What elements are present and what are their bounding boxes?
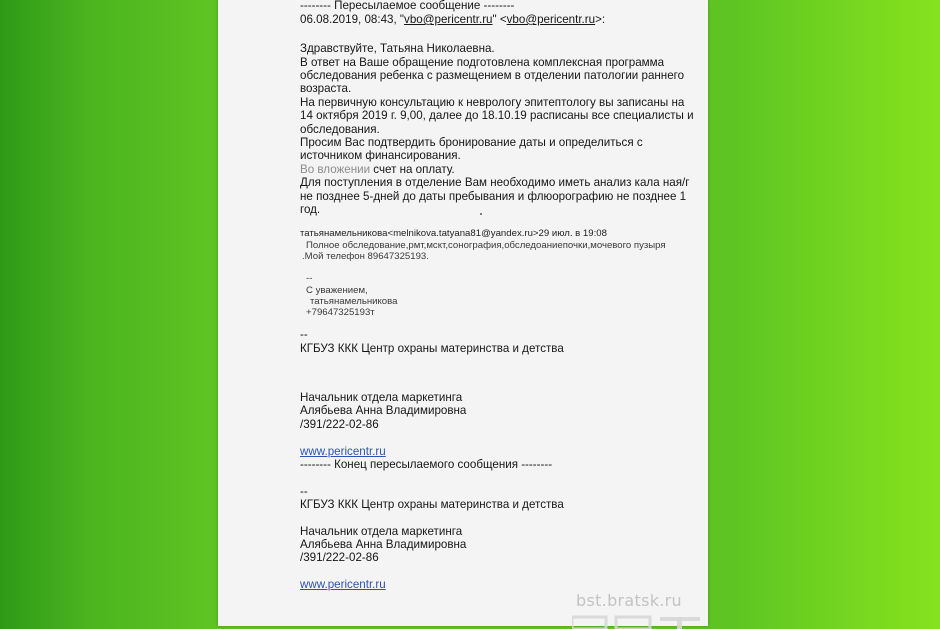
signature-1-phone: /391/222-02-86 — [300, 418, 379, 431]
paragraph-5-line-2: не позднее 5-дней до даты пребывания и флюорографию не позднее 1 — [300, 190, 687, 203]
watermark-text: bst.bratsk.ru — [576, 591, 682, 610]
signature-1-site-link[interactable]: www.pericentr.ru — [300, 445, 386, 458]
attachment-text[interactable]: Во вложении — [300, 163, 371, 176]
quoted-signature-line-1: С уважением, — [306, 285, 368, 296]
sender-email-link[interactable]: vbo@pericentr.ru — [404, 13, 493, 26]
signature-1-separator: -- — [300, 328, 308, 341]
paragraph-3-line-1: Просим Вас подтвердить бронирование даты и определиться с — [300, 136, 643, 149]
signature-1-org: КГБУЗ ККК Центр охраны материнства и детства — [300, 342, 564, 355]
scanned-letter — [218, 0, 708, 626]
paragraph-1-line-2: обследования ребенка с размещением в отделении патологии раннего — [300, 69, 685, 82]
signature-2-separator: -- — [300, 485, 308, 498]
paragraph-3-line-2: источником финансирования. — [300, 149, 461, 162]
date-line-mid: " < — [492, 13, 507, 26]
date-line-pre: 06.08.2019, 08:43, " — [300, 13, 405, 26]
signature-1-role: Начальник отдела маркетинга — [300, 391, 463, 404]
signature-2-phone: /391/222-02-86 — [300, 551, 379, 564]
paragraph-5-line-3: год. — [300, 203, 321, 216]
quoted-line-1: Полное обследование,рмт,мскт,сонография,обследоаниепочки,мочевого пузыря — [306, 240, 666, 251]
paragraph-2-line-2: 14 октября 2019 г. 9,00, далее до 18.10.19 расписаны все специалисты и — [300, 109, 694, 122]
quoted-line-2: .Мой телефон 89647325193. — [302, 251, 429, 262]
signature-2-org: КГБУЗ ККК Центр охраны материнства и детства — [300, 498, 564, 511]
date-line — [300, 13, 605, 26]
quoted-message-header: татьянамельникова<melnikova.tatyana81@yandex.ru>29 июл. в 19:08 — [300, 228, 607, 239]
paragraph-5-line-1: Для поступления в отделение Вам необходимо иметь анализ кала ная/г — [300, 176, 690, 189]
quoted-signature-separator: -- — [306, 273, 313, 284]
paragraph-1-line-3: возраста. — [300, 82, 352, 95]
signature-2-name: Алябьева Анна Владимировна — [300, 538, 467, 551]
signature-2-site-link[interactable]: www.pericentr.ru — [300, 578, 386, 591]
invoice-text: счет на оплату. — [370, 163, 455, 176]
forward-end-line: -------- Конец пересылаемого сообщения -------- — [300, 458, 553, 471]
forward-start-line: -------- Пересылаемое сообщение -------- — [300, 0, 515, 12]
scan-speck — [480, 213, 482, 215]
signature-2-role: Начальник отдела маркетинга — [300, 525, 463, 538]
quoted-signature-line-3: +79647325193т — [306, 307, 375, 318]
paragraph-4 — [300, 163, 455, 176]
signature-1-name: Алябьева Анна Владимировна — [300, 404, 467, 417]
date-line-post: >: — [595, 13, 606, 26]
quoted-signature-line-2: татьянамельникова — [310, 296, 398, 307]
paragraph-2-line-1: На первичную консультацию к неврологу эпитептологу вы записаны на — [300, 96, 685, 109]
watermark-logo-icon — [572, 615, 702, 629]
paragraph-2-line-3: обследования. — [300, 123, 380, 136]
sender-email-link-2[interactable]: vbo@pericentr.ru — [506, 13, 596, 26]
paragraph-1-line-1: В ответ на Ваше обращение подготовлена комплексная программа — [300, 56, 665, 69]
greeting: Здравствуйте, Татьяна Николаевна. — [300, 42, 495, 55]
